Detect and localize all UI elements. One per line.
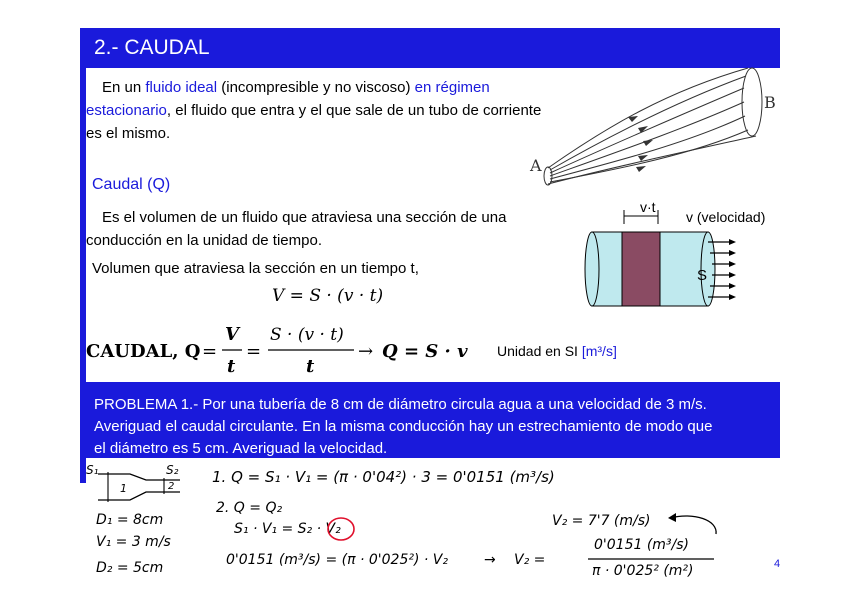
hw-step-2: 2. Q = Q₂ bbox=[216, 500, 283, 516]
fluido-ideal-link: fluido ideal bbox=[145, 79, 218, 96]
circle-highlight-icon bbox=[326, 516, 356, 542]
hw-v1: V₁ = 3 m/s bbox=[96, 534, 171, 550]
estacionario-link: estacionario bbox=[86, 102, 167, 119]
si-unit bbox=[497, 343, 617, 359]
fraction2-denominator: t bbox=[306, 356, 315, 377]
caudal-formula bbox=[86, 318, 496, 380]
intro-text: , el fluido que entra y el que sale de un tubo de corriente bbox=[166, 102, 542, 119]
hw-step-2b: S₁ · V₁ = S₂ · V₂ bbox=[234, 521, 341, 537]
tube-label-b: B bbox=[764, 93, 776, 112]
hw-step-2c: 0'0151 (m³/s) = (π · 0'025²) · V₂ bbox=[226, 552, 448, 568]
problem-line-2: Averiguad el caudal circulante. En la misma conducción hay un estrechamiento de modo que bbox=[94, 418, 713, 435]
stream-tube-diagram bbox=[528, 56, 788, 186]
cylinder-label-s: S bbox=[697, 267, 708, 284]
intro-line-3: es el mismo. bbox=[86, 125, 171, 142]
hw-v2-label: V₂ = bbox=[514, 552, 546, 568]
problem-line-1: PROBLEMA 1.- Por una tubería de 8 cm de diámetro circula agua a una velocidad de 3 m/s. bbox=[94, 396, 707, 413]
hw-v2-result: V₂ = 7'7 (m/s) bbox=[552, 513, 651, 529]
tube-label-a: A bbox=[530, 156, 542, 175]
arrow-icon: → bbox=[358, 341, 374, 362]
hw-arrow-icon: → bbox=[484, 552, 496, 568]
volume-formula: V = S · (v · t) bbox=[272, 286, 384, 306]
fraction2-numerator: S · (v · t) bbox=[270, 325, 344, 345]
equals-sign: = bbox=[246, 341, 262, 362]
unit-value: [m³/s] bbox=[581, 343, 617, 359]
fraction1-denominator: t bbox=[227, 356, 236, 377]
intro-text: En un bbox=[102, 79, 146, 96]
page-number: 4 bbox=[774, 558, 781, 570]
hw-curved-arrow-icon bbox=[664, 508, 724, 538]
hw-d2: D₂ = 5cm bbox=[96, 560, 164, 576]
regimen-link: en régimen bbox=[414, 79, 490, 96]
slide-title: 2.- CAUDAL bbox=[94, 36, 210, 59]
intro-text: (incompresible y no viscoso) bbox=[217, 79, 415, 96]
fraction1-numerator: V bbox=[225, 324, 239, 345]
hw-v2-denominator: π · 0'025² (m²) bbox=[592, 563, 694, 579]
hw-v2-numerator: 0'0151 (m³/s) bbox=[594, 537, 690, 553]
hw-fraction-line bbox=[588, 556, 718, 562]
intro-line-1 bbox=[102, 76, 490, 99]
definition-line-2: conducción en la unidad de tiempo. bbox=[86, 232, 323, 249]
intro-line-2 bbox=[86, 99, 541, 122]
unit-label: Unidad en SI bbox=[497, 343, 582, 359]
equals-sign: = bbox=[202, 341, 218, 362]
cylinder-label-vt: v·t bbox=[640, 199, 656, 215]
problem-statement bbox=[94, 394, 774, 460]
caudal-label: CAUDAL, Q bbox=[86, 341, 201, 362]
hw-step-1: 1. Q = S₁ · V₁ = (π · 0'04²) · 3 = 0'0151 (m³/s) bbox=[212, 468, 555, 486]
caudal-result: Q = S · v bbox=[382, 341, 468, 362]
hw-s2: S₂ bbox=[166, 463, 179, 477]
problem-line-3: el diámetro es 5 cm. Averiguad la velocidad. bbox=[94, 440, 388, 457]
cylinder-label-velocity: v (velocidad) bbox=[686, 209, 766, 225]
hw-d1: D₁ = 8cm bbox=[96, 512, 164, 528]
hw-section-1: 1 bbox=[120, 482, 127, 495]
hw-section-2: 2 bbox=[168, 481, 175, 492]
handwritten-pipe-sketch bbox=[84, 460, 194, 506]
definition-line-3: Volumen que atraviesa la sección en un tiempo t, bbox=[92, 260, 419, 277]
cylinder-diagram bbox=[580, 196, 790, 312]
definition-line-1: Es el volumen de un fluido que atraviesa una sección de una bbox=[102, 209, 507, 226]
hw-s1: S₁ bbox=[86, 463, 99, 477]
subheading-caudal: Caudal (Q) bbox=[92, 176, 171, 193]
